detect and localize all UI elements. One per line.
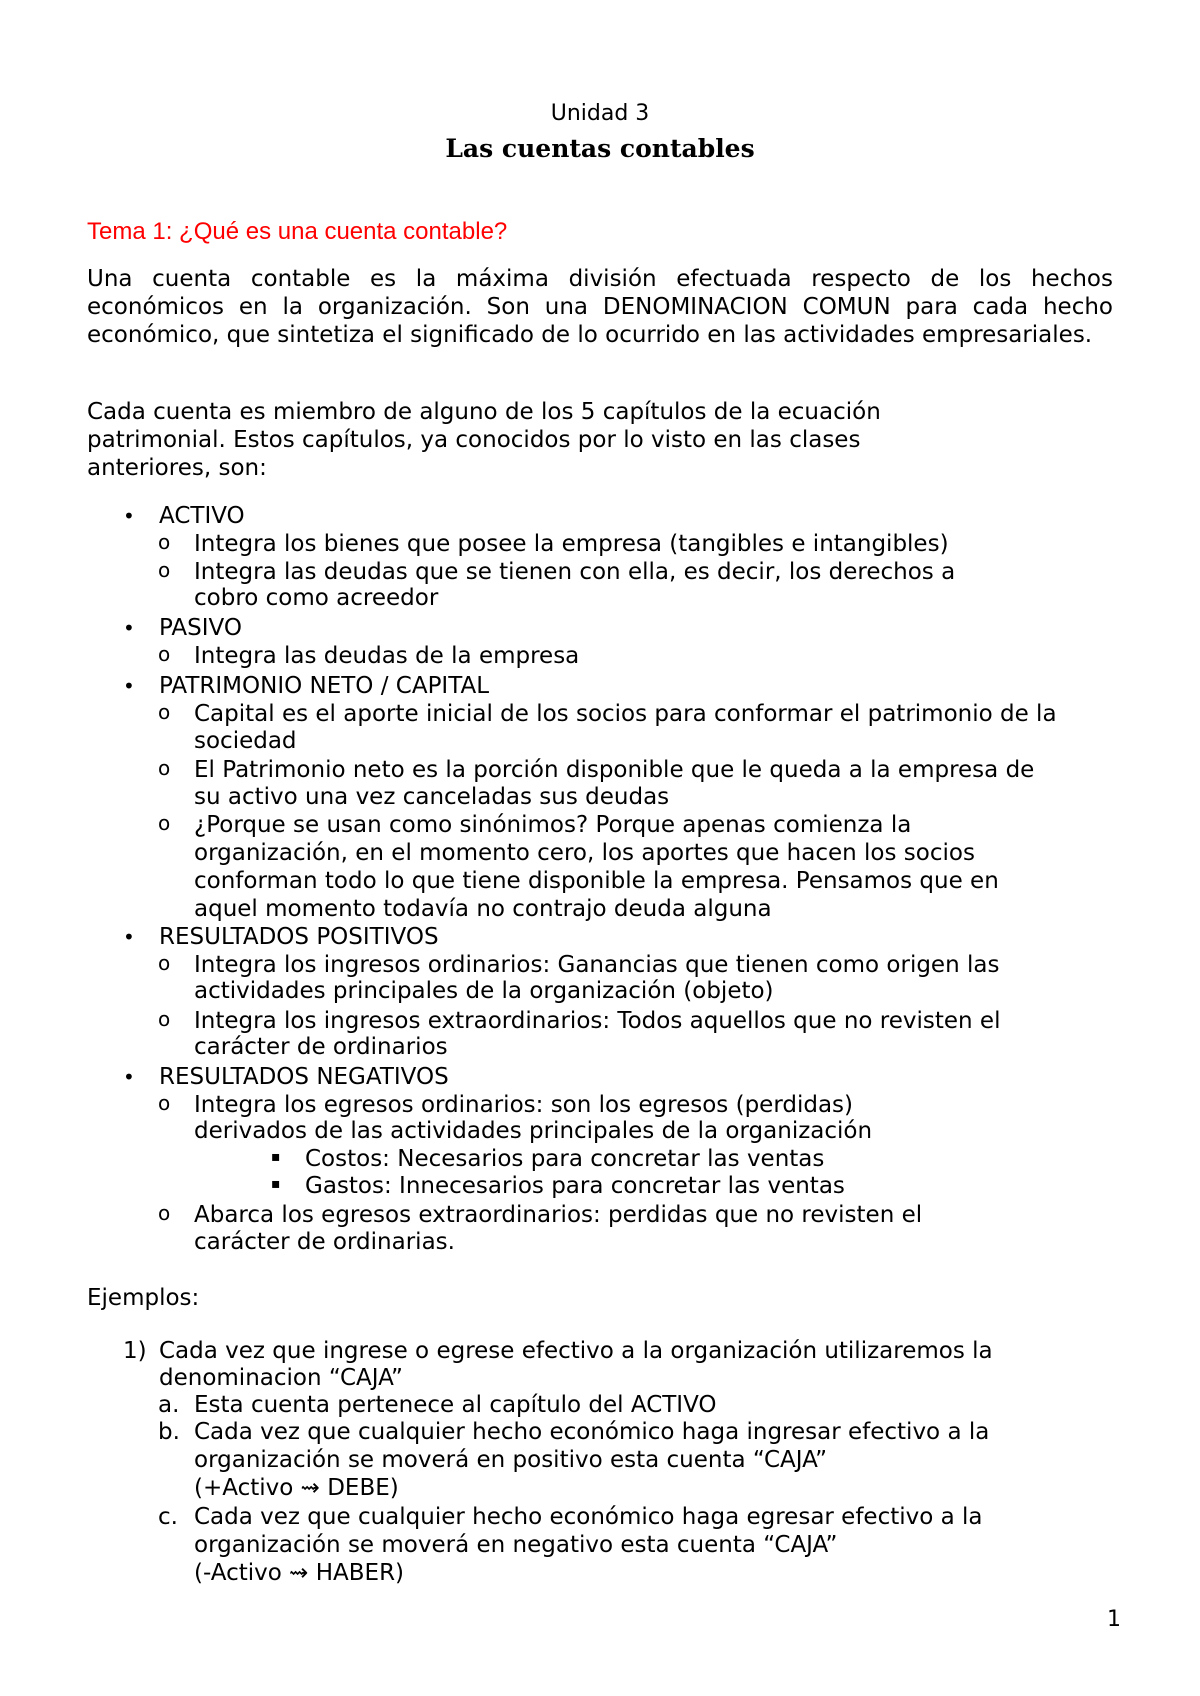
- example-letter: c.: [158, 1504, 178, 1530]
- circle-marker: o: [158, 642, 171, 666]
- list-item: ¿Porque se usan como sinónimos? Porque apenas comienza la: [194, 812, 912, 838]
- example-line: (-Activo ⇝ HABER): [194, 1560, 405, 1586]
- example-line: organización se moverá en positivo esta cuenta “CAJA”: [194, 1447, 827, 1473]
- circle-marker: o: [158, 700, 171, 724]
- circle-marker: o: [158, 951, 171, 975]
- example-letter: a.: [158, 1392, 180, 1418]
- circle-marker: o: [158, 811, 171, 835]
- chapter-activo-label: ACTIVO: [159, 503, 245, 529]
- list-item: Integra los ingresos extraordinarios: Todos aquellos que no revisten el: [194, 1008, 1001, 1034]
- chapter-negativos-label: RESULTADOS NEGATIVOS: [159, 1064, 449, 1090]
- circle-marker: o: [158, 1201, 171, 1225]
- bullet-marker: •: [123, 616, 135, 640]
- example-line: Cada vez que ingrese o egrese efectivo a la organización utilizaremos la: [159, 1338, 993, 1364]
- list-item: Capital es el aporte inicial de los socios para conformar el patrimonio de la: [194, 701, 1057, 727]
- unit-label: Unidad 3: [550, 101, 650, 126]
- example-letter: b.: [158, 1419, 180, 1445]
- circle-marker: o: [158, 530, 171, 554]
- paragraph-line: Cada cuenta es miembro de alguno de los 5 capítulos de la ecuación: [87, 399, 881, 425]
- list-subitem: Gastos: Innecesarios para concretar las ventas: [305, 1173, 845, 1199]
- bullet-marker: •: [123, 674, 135, 698]
- chapter-pasivo-label: PASIVO: [159, 615, 242, 641]
- paragraph-line: anteriores, son:: [87, 455, 267, 481]
- list-item: Abarca los egresos extraordinarios: perdidas que no revisten el: [194, 1202, 923, 1228]
- square-marker: ▪: [271, 1176, 281, 1192]
- page-number: 1: [1107, 1607, 1121, 1632]
- list-item-continuation: carácter de ordinarios: [194, 1034, 448, 1060]
- example-line: Cada vez que cualquier hecho económico haga ingresar efectivo a la: [194, 1419, 990, 1445]
- list-item-continuation: derivados de las actividades principales de la organización: [194, 1118, 873, 1144]
- bullet-marker: •: [123, 925, 135, 949]
- square-marker: ▪: [271, 1149, 281, 1165]
- list-item: Integra los ingresos ordinarios: Ganancias que tienen como origen las: [194, 952, 1000, 978]
- list-item-continuation: su activo una vez canceladas sus deudas: [194, 784, 670, 810]
- chapter-positivos-label: RESULTADOS POSITIVOS: [159, 924, 439, 950]
- example-number: 1): [123, 1338, 147, 1364]
- circle-marker: o: [158, 1007, 171, 1031]
- bullet-marker: •: [123, 1065, 135, 1089]
- list-item-continuation: conforman todo lo que tiene disponible la empresa. Pensamos que en: [194, 868, 999, 894]
- circle-marker: o: [158, 1091, 171, 1115]
- document-title: Las cuentas contables: [445, 134, 755, 163]
- circle-marker: o: [158, 756, 171, 780]
- chapter-patrimonio-label: PATRIMONIO NETO / CAPITAL: [159, 673, 490, 699]
- list-item: El Patrimonio neto es la porción disponible que le queda a la empresa de: [194, 757, 1035, 783]
- list-item-continuation: actividades principales de la organización (objeto): [194, 978, 774, 1004]
- circle-marker: o: [158, 558, 171, 582]
- list-item: Integra las deudas de la empresa: [194, 643, 580, 669]
- section-heading: Tema 1: ¿Qué es una cuenta contable?: [87, 218, 508, 245]
- list-item: Integra los egresos ordinarios: son los egresos (perdidas): [194, 1092, 854, 1118]
- list-item: Integra los bienes que posee la empresa (tangibles e intangibles): [194, 531, 949, 557]
- list-subitem: Costos: Necesarios para concretar las ventas: [305, 1146, 825, 1172]
- paragraph-line: patrimonial. Estos capítulos, ya conocidos por lo visto en las clases: [87, 427, 861, 453]
- bullet-marker: •: [123, 504, 135, 528]
- example-line: Esta cuenta pertenece al capítulo del ACTIVO: [194, 1392, 717, 1418]
- example-line: denominacion “CAJA”: [159, 1365, 403, 1391]
- list-item: Integra las deudas que se tienen con ella, es decir, los derechos a: [194, 559, 956, 585]
- example-line: Cada vez que cualquier hecho económico haga egresar efectivo a la: [194, 1504, 983, 1530]
- list-item-continuation: cobro como acreedor: [194, 585, 439, 611]
- list-item-continuation: carácter de ordinarias.: [194, 1229, 455, 1255]
- example-line: organización se moverá en negativo esta cuenta “CAJA”: [194, 1532, 838, 1558]
- example-line: (+Activo ⇝ DEBE): [194, 1475, 399, 1501]
- intro-paragraph: Una cuenta contable es la máxima división efectuada respecto de los hechos económicos en la organización. Son una DENOMINACION COMUN para cada hecho económico, que sintetiza el significado de lo ocurrido en las actividades empresariales.: [87, 266, 1113, 348]
- list-item-continuation: sociedad: [194, 728, 297, 754]
- list-item-continuation: aquel momento todavía no contrajo deuda alguna: [194, 896, 772, 922]
- list-item-continuation: organización, en el momento cero, los aportes que hacen los socios: [194, 840, 975, 866]
- examples-heading: Ejemplos:: [87, 1285, 200, 1311]
